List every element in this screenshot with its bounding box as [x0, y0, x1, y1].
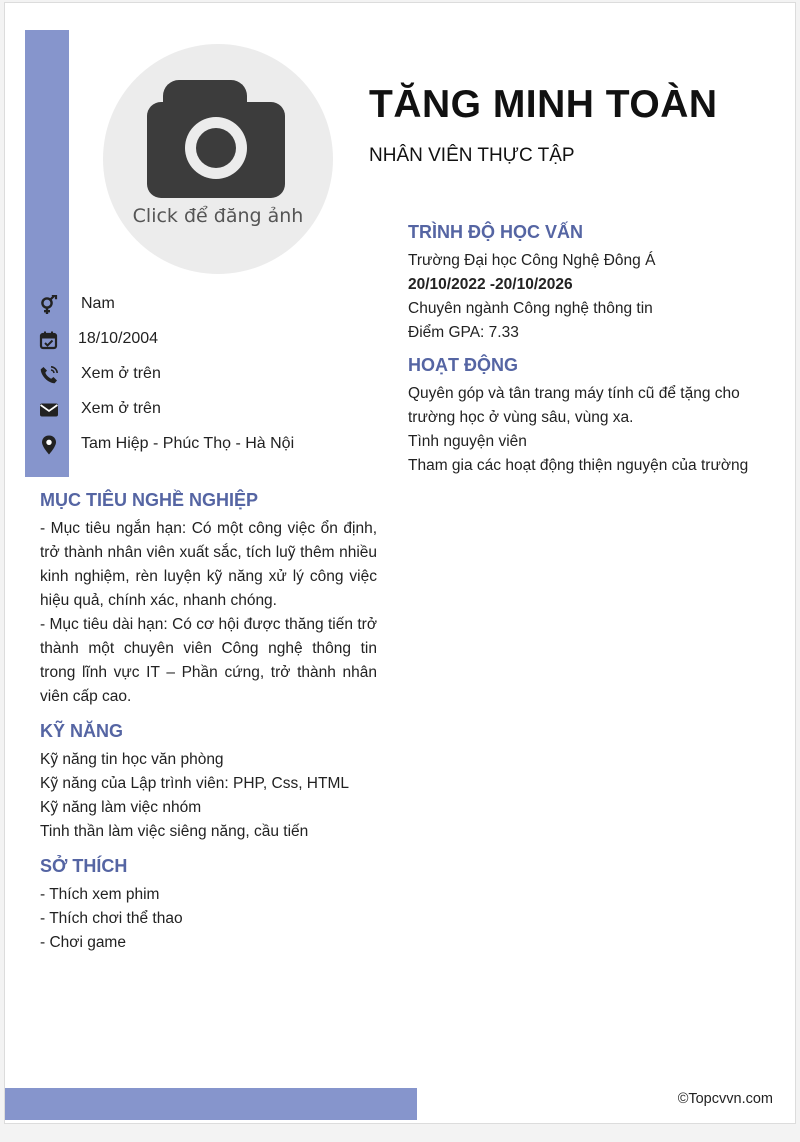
activity-role: Tình nguyện viên	[408, 433, 527, 450]
avatar-upload-label: Click để đăng ảnh	[132, 205, 304, 227]
email-icon	[39, 400, 59, 420]
skill-item: Tinh thần làm việc siêng năng, cầu tiến	[40, 823, 309, 840]
hobby-item: - Thích chơi thể thao	[40, 910, 183, 927]
activity-description: Quyên góp và tân trang máy tính cũ để tặng cho trường học ở vùng sâu, vùng xa.	[408, 385, 740, 426]
gender-icon	[39, 295, 59, 315]
calendar-icon	[39, 330, 59, 350]
education-school: Trường Đại học Công Nghệ Đông Á	[408, 252, 656, 269]
hobby-item: - Thích xem phim	[40, 886, 160, 903]
skill-item: Kỹ năng của Lập trình viên: PHP, Css, HTML	[40, 775, 350, 792]
skill-item: Kỹ năng tin học văn phòng	[40, 751, 224, 768]
education-major: Chuyên ngành Công nghệ thông tin	[408, 300, 653, 317]
activities-section	[408, 355, 758, 478]
contact-birthday	[39, 328, 369, 352]
skills-section	[40, 721, 377, 844]
education-gpa: Điểm GPA: 7.33	[408, 324, 519, 341]
skills-title: KỸ NĂNG	[40, 721, 124, 741]
objective-title: MỤC TIÊU NGHỀ NGHIỆP	[40, 490, 259, 510]
hobbies-section	[40, 856, 377, 955]
education-period: 20/10/2022 -20/10/2026	[408, 276, 573, 293]
objective-section	[40, 490, 377, 709]
candidate-name: TĂNG MINH TOÀN	[369, 83, 718, 126]
phone-value[interactable]: Xem ở trên	[81, 365, 161, 382]
activity-detail: Tham gia các hoạt động thiện nguyện của trường	[408, 457, 749, 474]
copyright: ©Topcvvn.com	[677, 1091, 773, 1107]
contact-address	[39, 433, 369, 457]
education-section	[408, 222, 768, 345]
contact-phone	[39, 363, 369, 387]
contact-email	[39, 398, 369, 422]
location-icon	[39, 435, 59, 455]
job-title: NHÂN VIÊN THỰC TẬP	[369, 145, 575, 166]
hobbies-title: SỞ THÍCH	[40, 856, 128, 876]
education-title: TRÌNH ĐỘ HỌC VẤN	[408, 222, 583, 242]
address-value: Tam Hiệp - Phúc Thọ - Hà Nội	[81, 435, 295, 452]
phone-icon	[39, 365, 59, 385]
bottom-accent-bar	[5, 1088, 417, 1120]
skill-item: Kỹ năng làm việc nhóm	[40, 799, 202, 816]
email-value[interactable]: Xem ở trên	[81, 400, 161, 417]
birthday-value: 18/10/2004	[78, 330, 159, 347]
objective-long-term: - Mục tiêu dài hạn: Có cơ hội được thăng tiến trở thành một chuyên viên Công nghệ thông tin trong lĩnh vực IT – Phần cứng, trở thành nhân viên cấp cao.	[40, 616, 377, 705]
objective-short-term: - Mục tiêu ngắn hạn: Có một công việc ổn định, trở thành nhân viên xuất sắc, tích luỹ thêm nhiều kinh nghiệm, rèn luyện kỹ năng xử lý công việc hiệu quả, chính xác, nhanh chóng.	[40, 520, 377, 609]
gender-value: Nam	[81, 295, 115, 312]
cv-page	[4, 2, 796, 1124]
hobby-item: - Chơi game	[40, 934, 126, 951]
contact-gender	[39, 293, 369, 317]
activities-title: HOẠT ĐỘNG	[408, 355, 518, 375]
avatar-upload[interactable]	[103, 44, 333, 274]
camera-icon	[147, 78, 285, 200]
